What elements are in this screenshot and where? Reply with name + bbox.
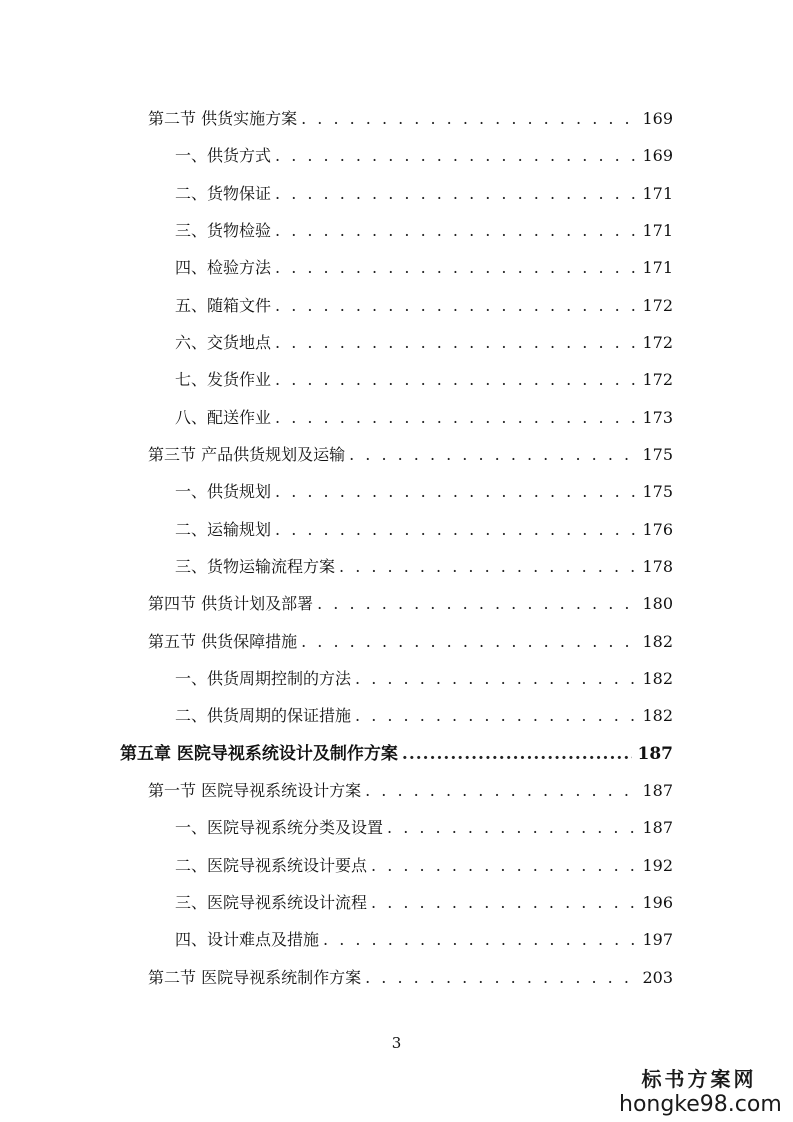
toc-entry[interactable] <box>148 106 673 132</box>
dot-leader <box>387 815 636 841</box>
toc-entry-page: 197 <box>642 930 673 949</box>
toc-entry-title: 五、随箱文件 <box>175 296 272 315</box>
dot-leader <box>275 330 636 356</box>
dot-leader <box>275 479 636 505</box>
toc-entry[interactable] <box>148 591 673 617</box>
toc-entry-title: 一、供货周期控制的方法 <box>175 669 352 688</box>
toc-entry-page: 172 <box>642 370 673 389</box>
toc-entry-title: 二、货物保证 <box>175 184 272 203</box>
toc-entry-page: 171 <box>642 184 673 203</box>
dot-leader <box>317 591 636 617</box>
toc-entry-title: 三、货物检验 <box>175 221 272 240</box>
toc-entry-page: 175 <box>642 445 673 464</box>
toc-entry[interactable] <box>175 890 673 916</box>
toc-entry-page: 173 <box>642 408 673 427</box>
toc-entry[interactable] <box>175 517 673 543</box>
toc-entry-title: 七、发货作业 <box>175 370 272 389</box>
toc-entry[interactable] <box>175 815 673 841</box>
toc-entry-title: 三、货物运输流程方案 <box>175 557 336 576</box>
toc-entry-title: 二、供货周期的保证措施 <box>175 706 352 725</box>
toc-entry[interactable] <box>175 255 673 281</box>
toc-entry-title: 二、运输规划 <box>175 520 272 539</box>
dot-leader <box>275 367 636 393</box>
toc-entry-page: 192 <box>642 856 673 875</box>
toc-entry-title: 一、供货规划 <box>175 482 272 501</box>
toc-entry-page: 172 <box>642 333 673 352</box>
toc-entry-page: 182 <box>642 706 673 725</box>
toc-entry-title: 一、医院导视系统分类及设置 <box>175 818 384 837</box>
toc-entry-page: 187 <box>637 744 673 764</box>
toc-entry[interactable] <box>148 442 673 468</box>
toc-entry-title: 第二节 供货实施方案 <box>148 109 298 128</box>
toc-entry[interactable] <box>175 143 673 169</box>
toc-entry[interactable] <box>175 927 673 953</box>
toc-entry[interactable] <box>175 479 673 505</box>
dot-leader <box>402 741 632 767</box>
toc-entry-title: 四、设计难点及措施 <box>175 930 320 949</box>
toc-entry[interactable] <box>175 405 673 431</box>
dot-leader <box>365 778 636 804</box>
toc-entry[interactable] <box>175 181 673 207</box>
toc-entry[interactable] <box>175 703 673 729</box>
dot-leader <box>371 853 636 879</box>
toc-entry-page: 203 <box>642 968 673 987</box>
toc-entry-title: 四、检验方法 <box>175 258 272 277</box>
dot-leader <box>275 405 636 431</box>
toc-entry[interactable] <box>148 778 673 804</box>
toc-entry-page: 180 <box>642 594 673 613</box>
watermark-title: 标书方案网 <box>641 1067 757 1091</box>
toc-entry-page: 178 <box>642 557 673 576</box>
watermark-url: hongke98.com <box>619 1092 782 1117</box>
toc-entry-title: 二、医院导视系统设计要点 <box>175 856 368 875</box>
toc-entry-title: 八、配送作业 <box>175 408 272 427</box>
toc-entry-title: 一、供货方式 <box>175 146 272 165</box>
toc-entry-page: 176 <box>642 520 673 539</box>
dot-leader <box>275 218 636 244</box>
toc-entry-title: 第二节 医院导视系统制作方案 <box>148 968 362 987</box>
toc-entry-page: 196 <box>642 893 673 912</box>
dot-leader <box>275 143 636 169</box>
toc-entry-page: 172 <box>642 296 673 315</box>
toc-entry[interactable] <box>175 330 673 356</box>
toc-entry-title: 六、交货地点 <box>175 333 272 352</box>
toc-entry-page: 182 <box>642 632 673 651</box>
toc-entry-title: 第五章 医院导视系统设计及制作方案 <box>120 744 398 764</box>
toc-entry[interactable] <box>175 853 673 879</box>
dot-leader <box>355 703 636 729</box>
toc-entry-page: 187 <box>642 818 673 837</box>
toc-entry-title: 第四节 供货计划及部署 <box>148 594 314 613</box>
dot-leader <box>301 106 636 132</box>
page-number: 3 <box>391 1034 402 1052</box>
toc-entry[interactable] <box>175 218 673 244</box>
dot-leader <box>301 629 636 655</box>
toc-entry-title: 三、医院导视系统设计流程 <box>175 893 368 912</box>
dot-leader <box>349 442 636 468</box>
toc-chapter-entry[interactable] <box>120 741 673 767</box>
dot-leader <box>275 255 636 281</box>
toc-entry-title: 第五节 供货保障措施 <box>148 632 298 651</box>
toc-entry[interactable] <box>175 666 673 692</box>
toc-entry[interactable] <box>175 293 673 319</box>
toc-entry[interactable] <box>175 554 673 580</box>
toc-entry-page: 187 <box>642 781 673 800</box>
toc-entry[interactable] <box>148 965 673 991</box>
dot-leader <box>371 890 636 916</box>
watermark-logo <box>619 1066 782 1118</box>
dot-leader <box>355 666 636 692</box>
dot-leader <box>275 517 636 543</box>
toc-entry-page: 175 <box>642 482 673 501</box>
toc-entry-title: 第三节 产品供货规划及运输 <box>148 445 346 464</box>
toc-entry-page: 171 <box>642 221 673 240</box>
toc-entry-page: 171 <box>642 258 673 277</box>
dot-leader <box>323 927 636 953</box>
dot-leader <box>275 293 636 319</box>
dot-leader <box>339 554 636 580</box>
dot-leader <box>365 965 636 991</box>
toc-entry-page: 169 <box>642 146 673 165</box>
toc-entry-page: 182 <box>642 669 673 688</box>
toc-entry[interactable] <box>175 367 673 393</box>
toc-entry-title: 第一节 医院导视系统设计方案 <box>148 781 362 800</box>
toc-entry[interactable] <box>148 629 673 655</box>
dot-leader <box>275 181 636 207</box>
toc-entry-page: 169 <box>642 109 673 128</box>
